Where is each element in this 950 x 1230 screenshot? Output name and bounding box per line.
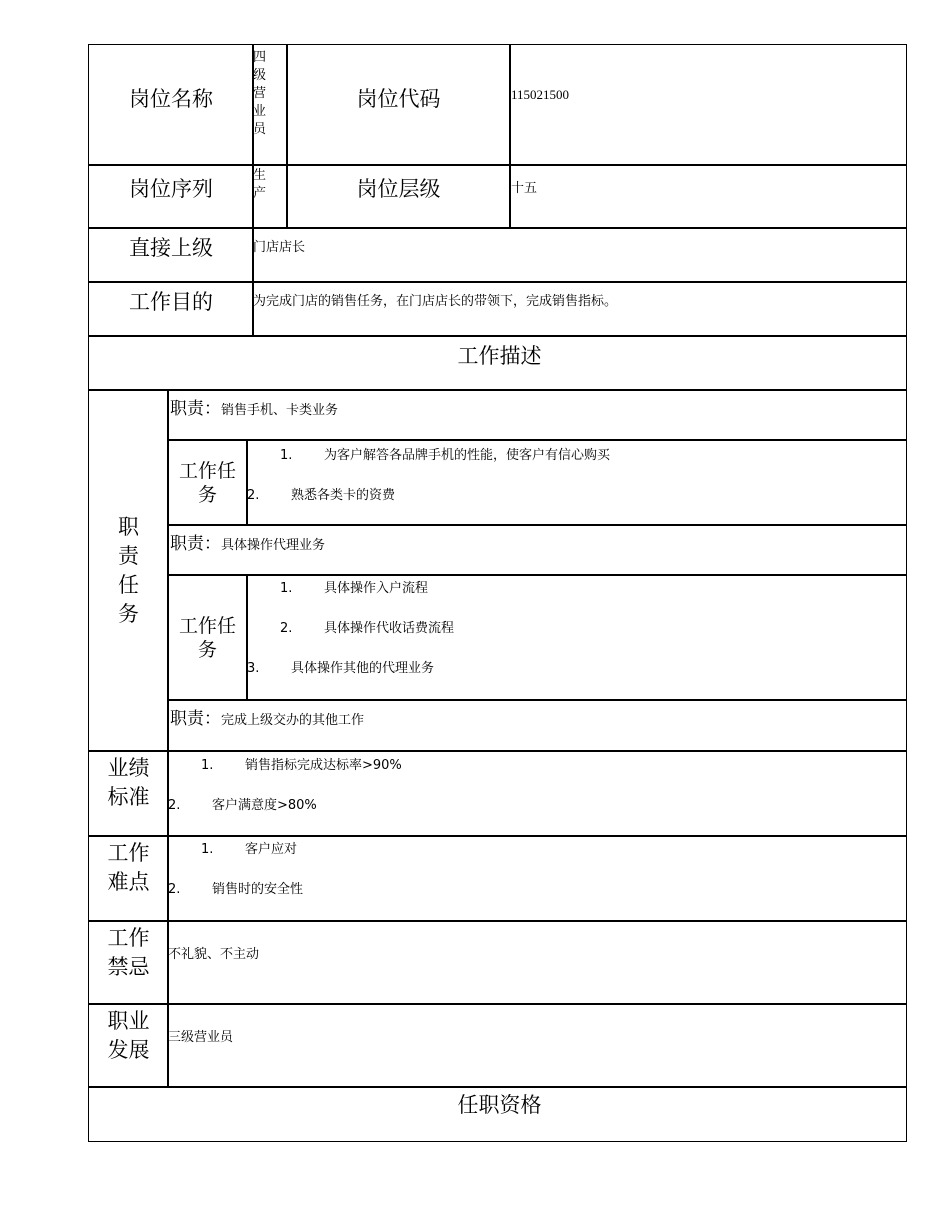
performance-cell [167,750,907,837]
position-name-label: 岗位名称 [88,44,254,166]
career-cell [167,1003,907,1088]
performance-label-cell [88,750,169,837]
taboos-value: 不礼貌、不主动 [168,947,260,962]
duty-row-2 [167,524,907,576]
career-label-cell [88,1003,169,1088]
level-label: 岗位层级 [286,164,511,229]
list-item: 1. 客户应对 [201,842,298,857]
job-description-table [88,44,907,1142]
list-item: 1. 销售指标完成达标率>90% [201,758,402,773]
list-item: 3. 具体操作其他的代理业务 [247,661,435,676]
taboos-label-cell [88,920,169,1005]
list-item: 2. 销售时的安全性 [168,882,304,897]
qualification-title: 任职资格 [88,1086,907,1142]
duty-prefix: 职责： [170,534,221,554]
description-title: 工作描述 [88,335,907,391]
position-code-value: 115021500 [511,87,570,102]
duty-row-1 [167,389,907,441]
task-list-1 [246,439,907,526]
task-label-cell [167,439,248,526]
duty-prefix: 职责： [170,399,221,419]
difficulties-label-cell [88,835,169,922]
purpose-value: 为完成门店的销售任务，在门店店长的带领下，完成销售指标。 [253,294,618,309]
position-code-label: 岗位代码 [286,44,511,166]
position-code-cell [509,44,907,166]
position-name-value: 四级营业员 [253,50,267,137]
purpose-label: 工作目的 [88,281,254,337]
duty-text: 具体操作代理业务 [221,538,326,553]
sequence-value: 生产 [253,168,267,201]
list-item: 2. 熟悉各类卡的资费 [247,488,396,503]
career-value: 三级营业员 [168,1030,234,1045]
duty-text: 销售手机、卡类业务 [221,403,339,418]
difficulties-cell [167,835,907,922]
sequence-label: 岗位序列 [88,164,254,229]
position-name-cell [252,44,288,166]
task-list-2 [246,574,907,701]
taboos-cell [167,920,907,1005]
list-item: 2. 具体操作代收话费流程 [280,621,455,636]
difficulties-label: 工作难点 [107,841,150,894]
duties-label: 职责任务 [118,514,139,626]
performance-label: 业绩标准 [107,756,150,809]
level-value: 十五 [511,181,538,196]
sequence-cell [252,164,288,229]
list-item: 1. 具体操作入户流程 [280,581,429,596]
duty-row-3 [167,699,907,752]
purpose-cell [252,281,907,337]
duty-prefix: 职责： [170,709,221,729]
superior-value: 门店店长 [253,240,306,255]
list-item: 2. 客户满意度>80% [168,798,317,813]
superior-label: 直接上级 [88,227,254,283]
taboos-label: 工作禁忌 [107,926,150,979]
list-item: 1. 为客户解答各品牌手机的性能，使客户有信心购买 [280,448,611,463]
duties-label-cell [88,389,169,752]
task-label: 工作任务 [178,459,236,506]
task-label-cell [167,574,248,701]
task-label: 工作任务 [178,614,236,661]
level-cell [509,164,907,229]
career-label: 职业发展 [107,1009,150,1062]
duty-text: 完成上级交办的其他工作 [221,713,365,728]
superior-cell [252,227,907,283]
